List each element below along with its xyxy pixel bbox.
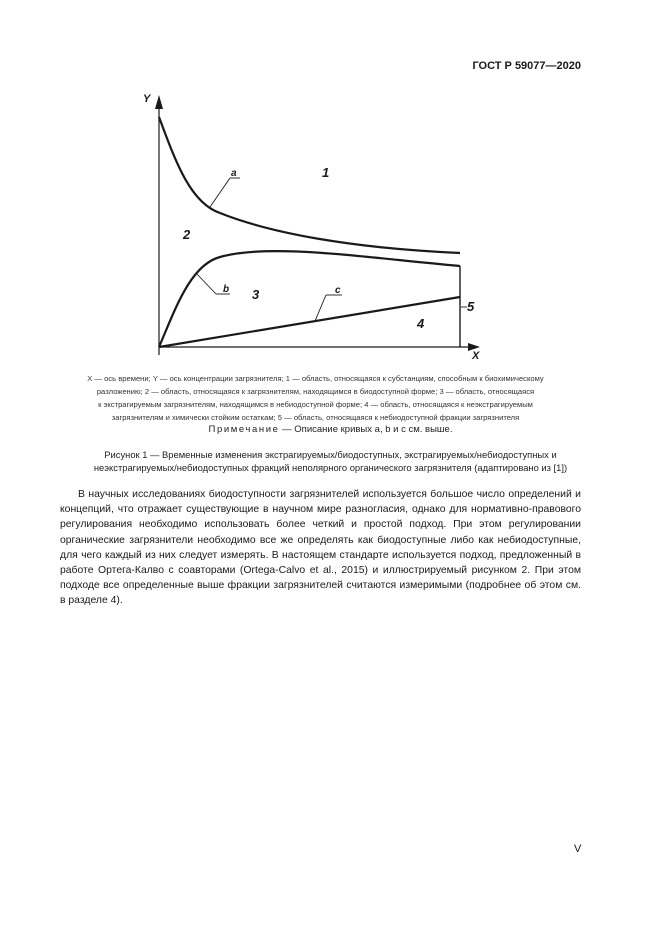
leader-c <box>315 295 326 321</box>
leader-b <box>196 273 216 294</box>
figure-note <box>0 424 661 435</box>
legend-line: к экстрагируемым загрязнителям, находящимся в небиодоступной форме; 4 — область, относящаяся к неэкстрагируемым <box>98 400 533 409</box>
legend-line: разложению; 2 — область, относящаяся к загрязнителям, находящимся в биодоступной форме; 3 — область, относящаяся <box>96 387 535 396</box>
caption-line: Рисунок 1 — Временные изменения экстрагируемых/биодоступных, экстрагируемых/небиодоступных и <box>104 449 557 460</box>
page-number: V <box>574 843 582 855</box>
caption-line: неэкстрагируемых/небиодоступных фракций неполярного органического загрязнителя (адаптировано из [1]) <box>93 462 568 473</box>
figure-caption <box>60 448 601 474</box>
curve-label-b: b <box>223 284 230 295</box>
region-label-4: 4 <box>417 316 425 331</box>
body-paragraph <box>60 487 581 609</box>
region-label-3: 3 <box>252 287 260 302</box>
legend-line: загрязнителям и химически стойким остаткам; 5 — область, относящаяся к небиодоступной фракции загрязнителя <box>111 413 520 422</box>
note-prefix: Примечание <box>208 424 280 435</box>
standard-id: ГОСТ Р 59077—2020 <box>472 60 581 72</box>
legend-line: X — ось времени; Y — ось концентрации загрязнителя; 1 — область, относящаяся к субстанциям, способным к биохимическому <box>87 374 544 383</box>
curve-b <box>159 251 460 347</box>
region-label-2: 2 <box>183 227 191 242</box>
leader-a <box>210 178 230 207</box>
curve-label-c: c <box>335 285 341 296</box>
y-axis-label: Y <box>143 93 151 105</box>
paragraph-text: В научных исследованиях биодоступности загрязнителей используется большое число определений и концепций, что отражает существующие в научном мире разногласия, однако для нормативно-правового регулирования необходимо использовать более четкий и простой подход. При этом регулировании органические загрязнители необходимо все же определять как биодоступные либо как небиодоступные, для чего каждый из них следует измерять. В настоящем стандарте используется подход, предложенный в работе Ортега-Калво с соавторами (Ortega-Calvo et al., 2015) и иллюстрируемый рисунком 2. При этом подходе все определенные выше фракции загрязнителей считаются измеримыми (подробнее об этом см. в разделе 4). <box>60 489 581 607</box>
y-axis-arrow <box>155 95 163 109</box>
figure-1-diagram <box>130 85 500 365</box>
region-label-5: 5 <box>467 299 475 314</box>
note-text: — Описание кривых a, b и c см. выше. <box>279 424 453 435</box>
region-label-1: 1 <box>322 165 330 180</box>
curve-label-a: a <box>231 168 237 179</box>
figure-legend <box>48 372 583 424</box>
x-axis-label: X <box>472 350 480 362</box>
curve-c <box>159 297 460 347</box>
curve-a <box>159 117 460 253</box>
